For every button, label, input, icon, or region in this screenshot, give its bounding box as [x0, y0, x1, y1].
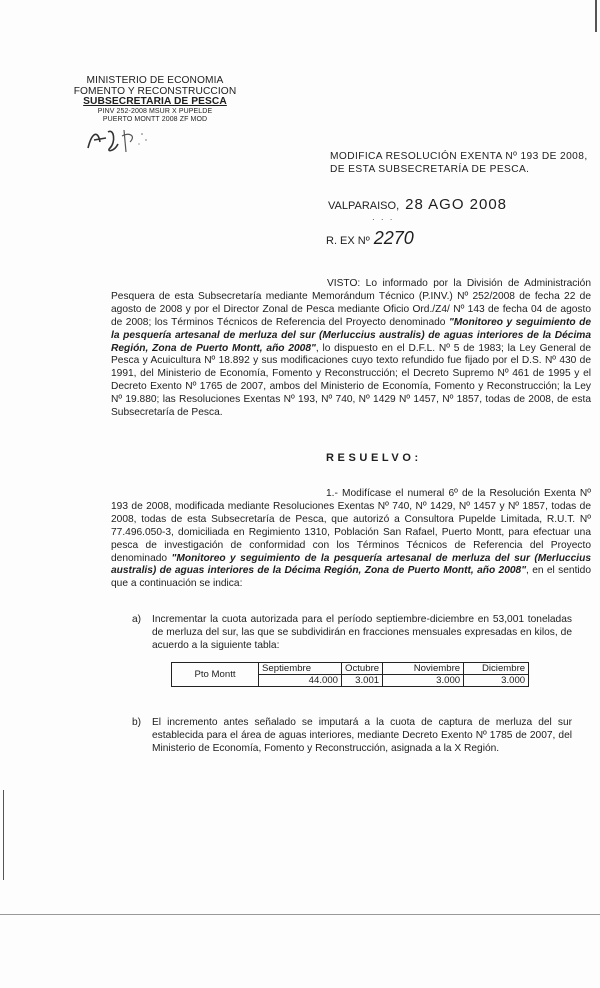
resolution-label: R. EX Nº [326, 235, 370, 247]
subsecretaria-name: SUBSECRETARIA DE PESCA [83, 96, 227, 107]
visto-text-2: , lo dispuesto en el D.F.L. Nº 5 de 1983; la Ley General de Pesca y Acuicultura Nº 18.892 y sus modificaciones cuyo texto refundido fue fijado por el D.S. Nº 430 de 1991, del Ministerio de Economía, Fomento y Reconstrucción; el Decreto Supremo Nº 461 de 1995 y el Decreto Exento Nº 1765 de 2007, ambos del Ministerio de Economía, Fomento y Reconstrucción; la Ley Nº 19.880; las Resoluciones Exentas Nº 193, Nº 740, Nº 1429 Nº 1457, Nº 1857, todas de 2008, de esta Subsecretaría de Pesca. [111, 342, 591, 419]
ministry-header [70, 76, 240, 124]
item-a-marker: a) [132, 614, 142, 625]
article-1-paragraph [111, 488, 591, 591]
header-cell: Septiembre [259, 663, 342, 675]
ministry-name: MINISTERIO DE ECONOMIA [86, 75, 224, 86]
item-b-marker: b) [132, 717, 142, 728]
header-cell: Noviembre [383, 663, 464, 675]
header-cell: Diciembre [464, 663, 529, 675]
value-cell: 44.000 [259, 675, 342, 687]
article-1-text-2: , en el sentido que a continuación se indica: [111, 565, 591, 590]
date-stamp: 28 AGO 2008 [405, 196, 508, 213]
header-cell: Octubre [342, 663, 383, 675]
article-1-text: 1.- Modifícase el numeral 6º de la Resolución Exenta Nº 193 de 2008, modificada mediante Resoluciones Exentas Nº 740, Nº 1429, Nº 1457 y Nº 1857, todas de 2008, todas de esta Subsecretaría de Pesca, que autorizó a Consultora Pupelde Limitada, R.U.T. Nº 77.496.050-3, domiciliada en Regimiento 1310, Población San Rafael, Puerto Montt, para efectuar una pesca de investigación de conformidad con los Términos Técnicos de Referencia del Proyecto denominado [111, 488, 591, 564]
file-reference-2: PUERTO MONTT 2008 ZF MOD [102, 115, 208, 123]
resolution-reference: MODIFICA RESOLUCIÓN EXENTA Nº 193 DE 2008, DE ESTA SUBSECRETARÍA DE PESCA. [330, 151, 588, 175]
scan-mark-top [595, 0, 597, 32]
quota-table [171, 662, 529, 687]
initials-signature-icon [84, 122, 154, 156]
row-label: Pto Montt [172, 663, 259, 687]
file-reference: PINV 252-2008 MSUR X PUPELDE [97, 107, 213, 115]
resolution-number [326, 228, 414, 249]
project-title-2: "Monitoreo y seguimiento de la pesquería artesanal de merluza del sur (Merluccius australis) de aguas interiores de la Décima Región, Zona de Puerto Montt, año 2008" [111, 552, 591, 577]
value-cell: 3.000 [383, 675, 464, 687]
item-a-text: Incrementar la cuota autorizada para el período septiembre-diciembre en 53,001 toneladas de merluza del sur, las que se subdividirán en fracciones mensuales expresadas en kilos, de acuerdo a la siguiente tabla: [152, 614, 572, 651]
item-b-text: El incremento antes señalado se imputará a la cuota de captura de merluza del sur establecida para el área de aguas interiores, mediante Decreto Exento Nº 1785 de 2007, del Ministerio de Economía, Fomento y Reconstrucción, asignada a la X Región. [152, 717, 572, 754]
dots-mark: · · · [372, 215, 395, 224]
scan-line-bottom [0, 914, 600, 915]
ministry-name-2: FOMENTO Y RECONSTRUCCION [73, 85, 237, 97]
resolution-number-value: 2270 [373, 228, 414, 248]
project-title: "Monitoreo y seguimiento de la pesquería artesanal de merluza del sur (Merluccius australis) de aguas interiores de la Décima Región, Zona de Puerto Montt, año 2008" [111, 316, 592, 354]
visto-label: VISTO: [327, 278, 361, 289]
visto-text: Lo informado por la División de Administración Pesquera de esta Subsecretaría mediante Memorándum Técnico (P.INV.) Nº 252/2008 de fecha 22 de agosto de 2008 y por el Director Zonal de Pesca mediante Oficio Ord./Z4/ Nº 143 de fecha 04 de agosto de 2008; los Términos Técnicos de Referencia del Proyecto denominado [111, 278, 591, 328]
place-date [328, 196, 507, 213]
table-row [172, 663, 529, 675]
place: VALPARAISO, [328, 200, 400, 212]
resuelvo-heading: RESUELVO: [326, 452, 422, 464]
scan-mark-left [3, 790, 4, 880]
value-cell: 3.001 [342, 675, 383, 687]
value-cell: 3.000 [464, 675, 529, 687]
visto-paragraph [111, 278, 591, 420]
